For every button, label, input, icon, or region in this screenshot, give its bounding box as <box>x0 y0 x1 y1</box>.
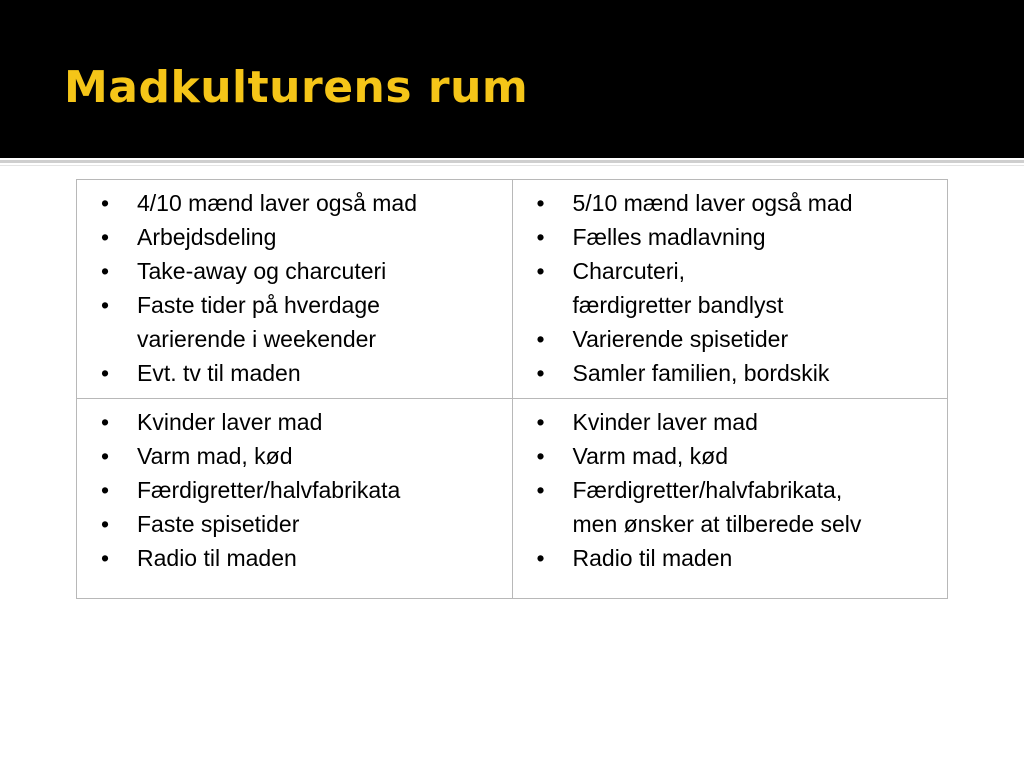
list-item: • Arbejdsdeling <box>97 220 508 254</box>
divider-line-thin <box>0 165 1024 166</box>
table-row <box>77 399 948 599</box>
bullet-list <box>533 186 944 390</box>
bullet-icon: • <box>101 443 110 469</box>
list-item: • Kvinder laver mad <box>533 405 944 439</box>
list-item: • Varierende spisetider <box>533 322 944 356</box>
bullet-icon: • <box>536 545 545 571</box>
bullet-icon: • <box>536 409 545 435</box>
list-item: • Faste tider på hverdage varierende i weekender <box>97 288 508 356</box>
bullet-icon: • <box>536 190 545 216</box>
list-item: • Charcuteri, færdigretter bandlyst <box>533 254 944 322</box>
bullet-list <box>97 186 508 390</box>
table-cell-bottom-right <box>512 399 948 599</box>
list-item: • Take-away og charcuteri <box>97 254 508 288</box>
bullet-icon: • <box>101 511 110 537</box>
divider-line <box>0 160 1024 163</box>
bullet-icon: • <box>101 292 110 318</box>
list-item: • Varm mad, kød <box>533 439 944 473</box>
table-cell-bottom-left <box>77 399 513 599</box>
list-item: • Radio til maden <box>97 541 508 575</box>
list-item: • Varm mad, kød <box>97 439 508 473</box>
list-item: • Samler familien, bordskik <box>533 356 944 390</box>
list-item: • Fælles madlavning <box>533 220 944 254</box>
bullet-icon: • <box>536 258 545 284</box>
list-item: • Radio til maden <box>533 541 944 575</box>
slide-title: Madkulturens rum <box>64 62 529 113</box>
list-item: • Færdigretter/halvfabrikata, men ønsker at tilberede selv <box>533 473 944 541</box>
bullet-list <box>97 405 508 575</box>
list-item: • 4/10 mænd laver også mad <box>97 186 508 220</box>
bullet-icon: • <box>536 360 545 386</box>
bullet-icon: • <box>536 224 545 250</box>
list-item: • Kvinder laver mad <box>97 405 508 439</box>
list-item: • Evt. tv til maden <box>97 356 508 390</box>
table-cell-top-right <box>512 180 948 399</box>
bullet-icon: • <box>101 545 110 571</box>
comparison-table <box>76 179 948 599</box>
bullet-icon: • <box>101 409 110 435</box>
table-cell-top-left <box>77 180 513 399</box>
list-item: • Faste spisetider <box>97 507 508 541</box>
list-item: • Færdigretter/halvfabrikata <box>97 473 508 507</box>
bullet-icon: • <box>536 326 545 352</box>
bullet-list <box>533 405 944 575</box>
list-item: • 5/10 mænd laver også mad <box>533 186 944 220</box>
bullet-icon: • <box>101 224 110 250</box>
bullet-icon: • <box>101 360 110 386</box>
bullet-icon: • <box>101 258 110 284</box>
title-bar <box>0 0 1024 158</box>
bullet-icon: • <box>101 477 110 503</box>
table-row <box>77 180 948 399</box>
bullet-icon: • <box>536 477 545 503</box>
bullet-icon: • <box>101 190 110 216</box>
bullet-icon: • <box>536 443 545 469</box>
